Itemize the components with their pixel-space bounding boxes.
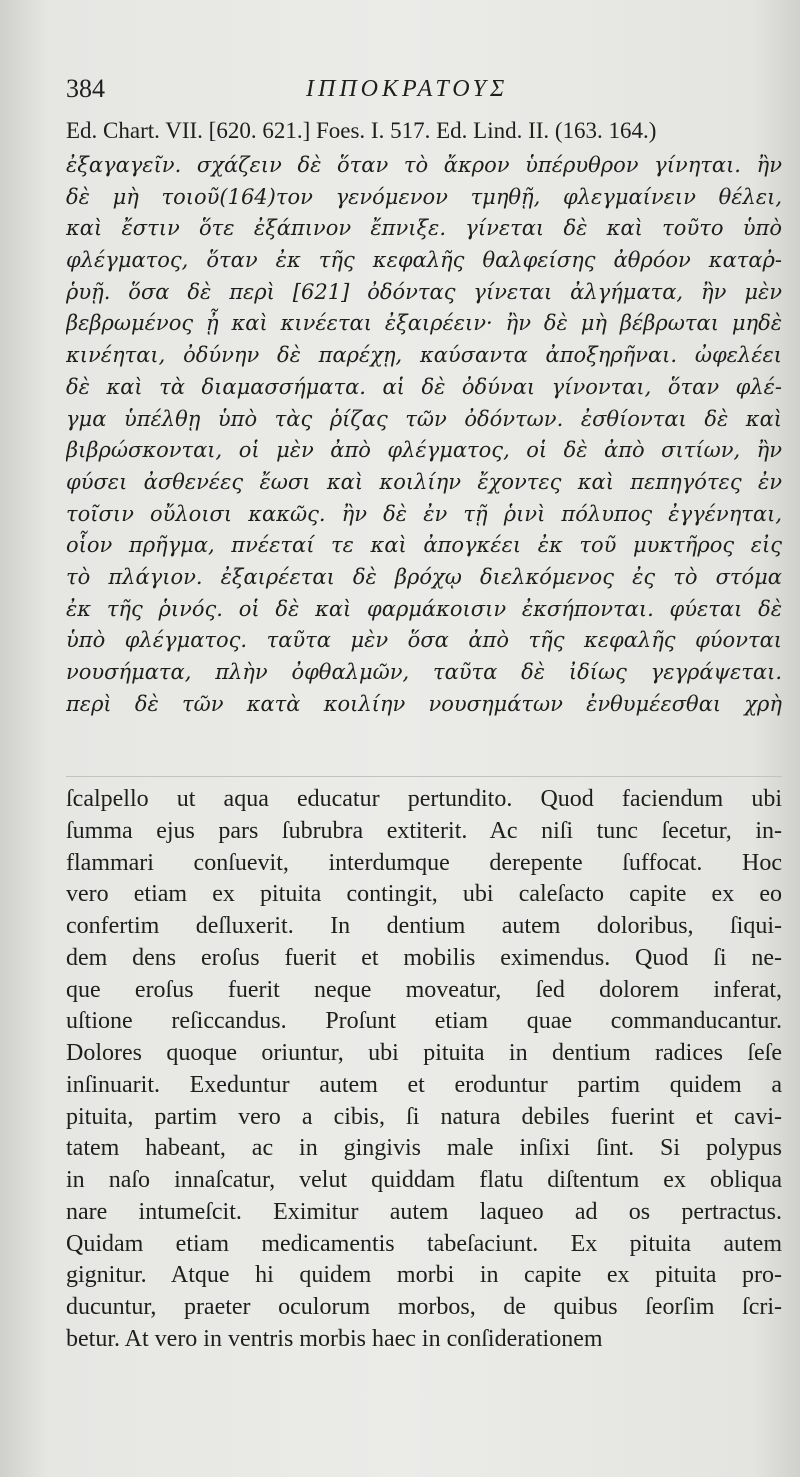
latin-line: gignitur. Atque hi quidem morbi in capite ex pituita pro- — [66, 1262, 782, 1289]
greek-line: βεβρωμένος ᾖ καὶ κινέεται ἐξαιρέειν· ἢν δὲ μὴ βέβρωται μηδὲ — [66, 311, 782, 336]
greek-line: ἐκ τῆς ῥινός. οἱ δὲ καὶ φαρμάκοισιν ἐκσήπονται. φύεται δὲ — [66, 596, 782, 621]
latin-line: betur. At vero in ventris morbis haec in conſiderationem — [66, 1325, 603, 1352]
latin-line: vero etiam ex pituita contingit, ubi caleſacto capite ex eo — [66, 881, 782, 908]
latin-line: ducuntur, praeter oculorum morbos, de quibus ſeorſim ſcri- — [66, 1294, 782, 1320]
latin-line: uſtione reſiccandus. Proſunt etiam quae commanducantur. — [66, 1008, 782, 1035]
latin-line: confertim deſluxerit. In dentium autem doloribus, ſiqui- — [66, 913, 782, 939]
latin-line: ſumma ejus pars ſubrubra extiterit. Ac niſi tunc ſecetur, in- — [66, 817, 782, 844]
greek-line: ῥυῇ. ὅσα δὲ περὶ [621] ὀδόντας γίνεται ἀλγήματα, ἢν μὲν — [66, 279, 782, 304]
running-title: ΙΠΠΟΚΡΑΤΟΥΣ — [306, 76, 509, 102]
latin-translation — [66, 784, 782, 1356]
greek-line: τοῖσιν οὔλοισι κακῶς. ἢν δὲ ἐν τῇ ῥινὶ πόλυπος ἐγγένηται, — [66, 501, 782, 526]
greek-line: φύσει ἀσθενέες ἔωσι καὶ κοιλίην ἔχοντες καὶ πεπηγότες ἐν — [66, 469, 782, 494]
section-divider — [66, 776, 782, 777]
edition-references: Ed. Chart. VII. [620. 621.] Foes. I. 517. Ed. Lind. II. (163. 164.) — [66, 118, 657, 143]
latin-line: inſinuarit. Exeduntur autem et eroduntur partim quidem a — [66, 1071, 782, 1098]
greek-line: γμα ὑπέλθῃ ὑπὸ τὰς ῥίζας τῶν ὀδόντων. ἐσθίονται δὲ καὶ — [66, 406, 782, 431]
greek-text — [66, 150, 782, 720]
latin-line: tatem habeant, ac in gingivis male inſixi ſint. Si polypus — [66, 1135, 782, 1162]
latin-line: ſcalpello ut aqua educatur pertundito. Quod faciendum ubi — [66, 786, 782, 812]
greek-line: δὲ καὶ τὰ διαμασσήματα. αἱ δὲ ὀδύναι γίνονται, ὅταν φλέ- — [66, 374, 782, 399]
greek-line: τὸ πλάγιον. ἐξαιρέεται δὲ βρόχῳ διελκόμενος ἐς τὸ στόμα — [66, 564, 782, 589]
latin-line: que eroſus fuerit neque moveatur, ſed dolorem inferat, — [66, 976, 782, 1003]
latin-line: Quidam etiam medicamentis tabeſaciunt. Ex pituita autem — [66, 1230, 782, 1257]
latin-line: flammari conſuevit, interdumque derepente ſuffocat. Hoc — [66, 849, 782, 876]
latin-line: in naſo innaſcatur, velut quiddam flatu diſtentum ex obliqua — [66, 1167, 782, 1193]
greek-line: καὶ ἔστιν ὅτε ἐξάπινον ἔπνιξε. γίνεται δὲ καὶ τοῦτο ὑπὸ — [66, 216, 782, 241]
latin-line: pituita, partim vero a cibis, ſi natura debiles fuerint et cavi- — [66, 1103, 782, 1130]
page-number: 384 — [66, 74, 105, 103]
greek-line: περὶ δὲ τῶν κατὰ κοιλίην νουσημάτων ἐνθυμέεσθαι χρὴ — [66, 691, 782, 716]
running-head — [66, 74, 770, 110]
latin-line: Dolores quoque oriuntur, ubi pituita in dentium radices ſeſe — [66, 1040, 782, 1066]
greek-line: βιβρώσκονται, οἱ μὲν ἀπὸ φλέγματος, οἱ δὲ ἀπὸ σιτίων, ἢν — [66, 438, 782, 463]
greek-line: οἷον πρῆγμα, πνέεταί τε καὶ ἀπογκέει ἐκ τοῦ μυκτῆρος εἰς — [66, 533, 782, 558]
greek-line: κινέηται, ὀδύνην δὲ παρέχῃ, καύσαντα ἀποξηρῆναι. ὠφελέει — [66, 343, 782, 368]
greek-line: φλέγματος, ὅταν ἐκ τῆς κεφαλῆς θαλφείσης ἀθρόον καταῤ- — [66, 248, 782, 273]
greek-line: δὲ μὴ τοιοῦ(164)τον γενόμενον τμηθῇ, φλεγμαίνειν θέλει, — [66, 184, 782, 209]
greek-line: ὑπὸ φλέγματος. ταῦτα μὲν ὅσα ἀπὸ τῆς κεφαλῆς φύονται — [66, 628, 782, 653]
greek-line: ἐξαγαγεῖν. σχάζειν δὲ ὅταν τὸ ἄκρον ὑπέρυθρον γίνηται. ἢν — [66, 153, 782, 177]
latin-line: dem dens eroſus fuerit et mobilis eximendus. Quod ſi ne- — [66, 944, 782, 971]
latin-line: nare intumeſcit. Eximitur autem laqueo ad os pertractus. — [66, 1198, 782, 1225]
greek-line: νουσήματα, πλὴν ὀφθαλμῶν, ταῦτα δὲ ἰδίως γεγράψεται. — [66, 660, 782, 684]
